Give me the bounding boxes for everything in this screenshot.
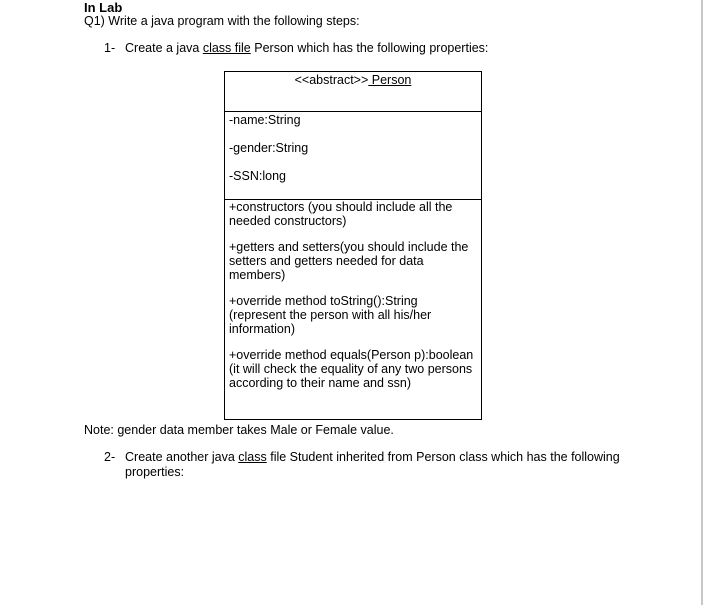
step-1-underlined: class file xyxy=(202,41,251,55)
uml-attribute-name: -name:String xyxy=(229,113,301,127)
uml-attributes xyxy=(225,112,481,200)
question-text: Q1) Write a java program with the following steps: xyxy=(84,14,360,28)
step-2-underlined: class xyxy=(238,450,267,464)
uml-class-title xyxy=(225,72,481,112)
step-2-post: file Student inherited from Person class which has the following properties: xyxy=(125,450,620,479)
step-1-number: 1- xyxy=(104,41,116,55)
uml-class-diagram xyxy=(224,71,482,420)
uml-methods xyxy=(229,200,477,402)
step-1-post: Person which has the following properties: xyxy=(250,41,489,55)
uml-attribute-ssn: -SSN:long xyxy=(229,169,286,183)
uml-method-getters-setters: +getters and setters(you should include the setters and getters needed for data members) xyxy=(229,240,469,282)
uml-method-tostring: +override method toString():String (represent the person with all his/her information) xyxy=(229,294,432,336)
step-1-text xyxy=(125,41,645,56)
uml-method-constructors: +constructors (you should include all the needed constructors) xyxy=(229,200,453,228)
uml-stereotype: <<abstract>> xyxy=(294,73,369,87)
step-2-pre: Create another java xyxy=(125,450,239,464)
section-heading: In Lab xyxy=(84,0,123,15)
uml-method-equals: +override method equals(Person p):boolean (it will check the equality of any two persons according to their name and ssn) xyxy=(229,348,474,390)
uml-class-name: Person xyxy=(368,73,412,87)
uml-attribute-gender: -gender:String xyxy=(229,141,309,155)
step-1-pre: Create a java xyxy=(125,41,203,55)
step-2-text xyxy=(125,450,645,480)
note-text: Note: gender data member takes Male or Female value. xyxy=(84,423,394,437)
step-2-number: 2- xyxy=(104,450,116,464)
